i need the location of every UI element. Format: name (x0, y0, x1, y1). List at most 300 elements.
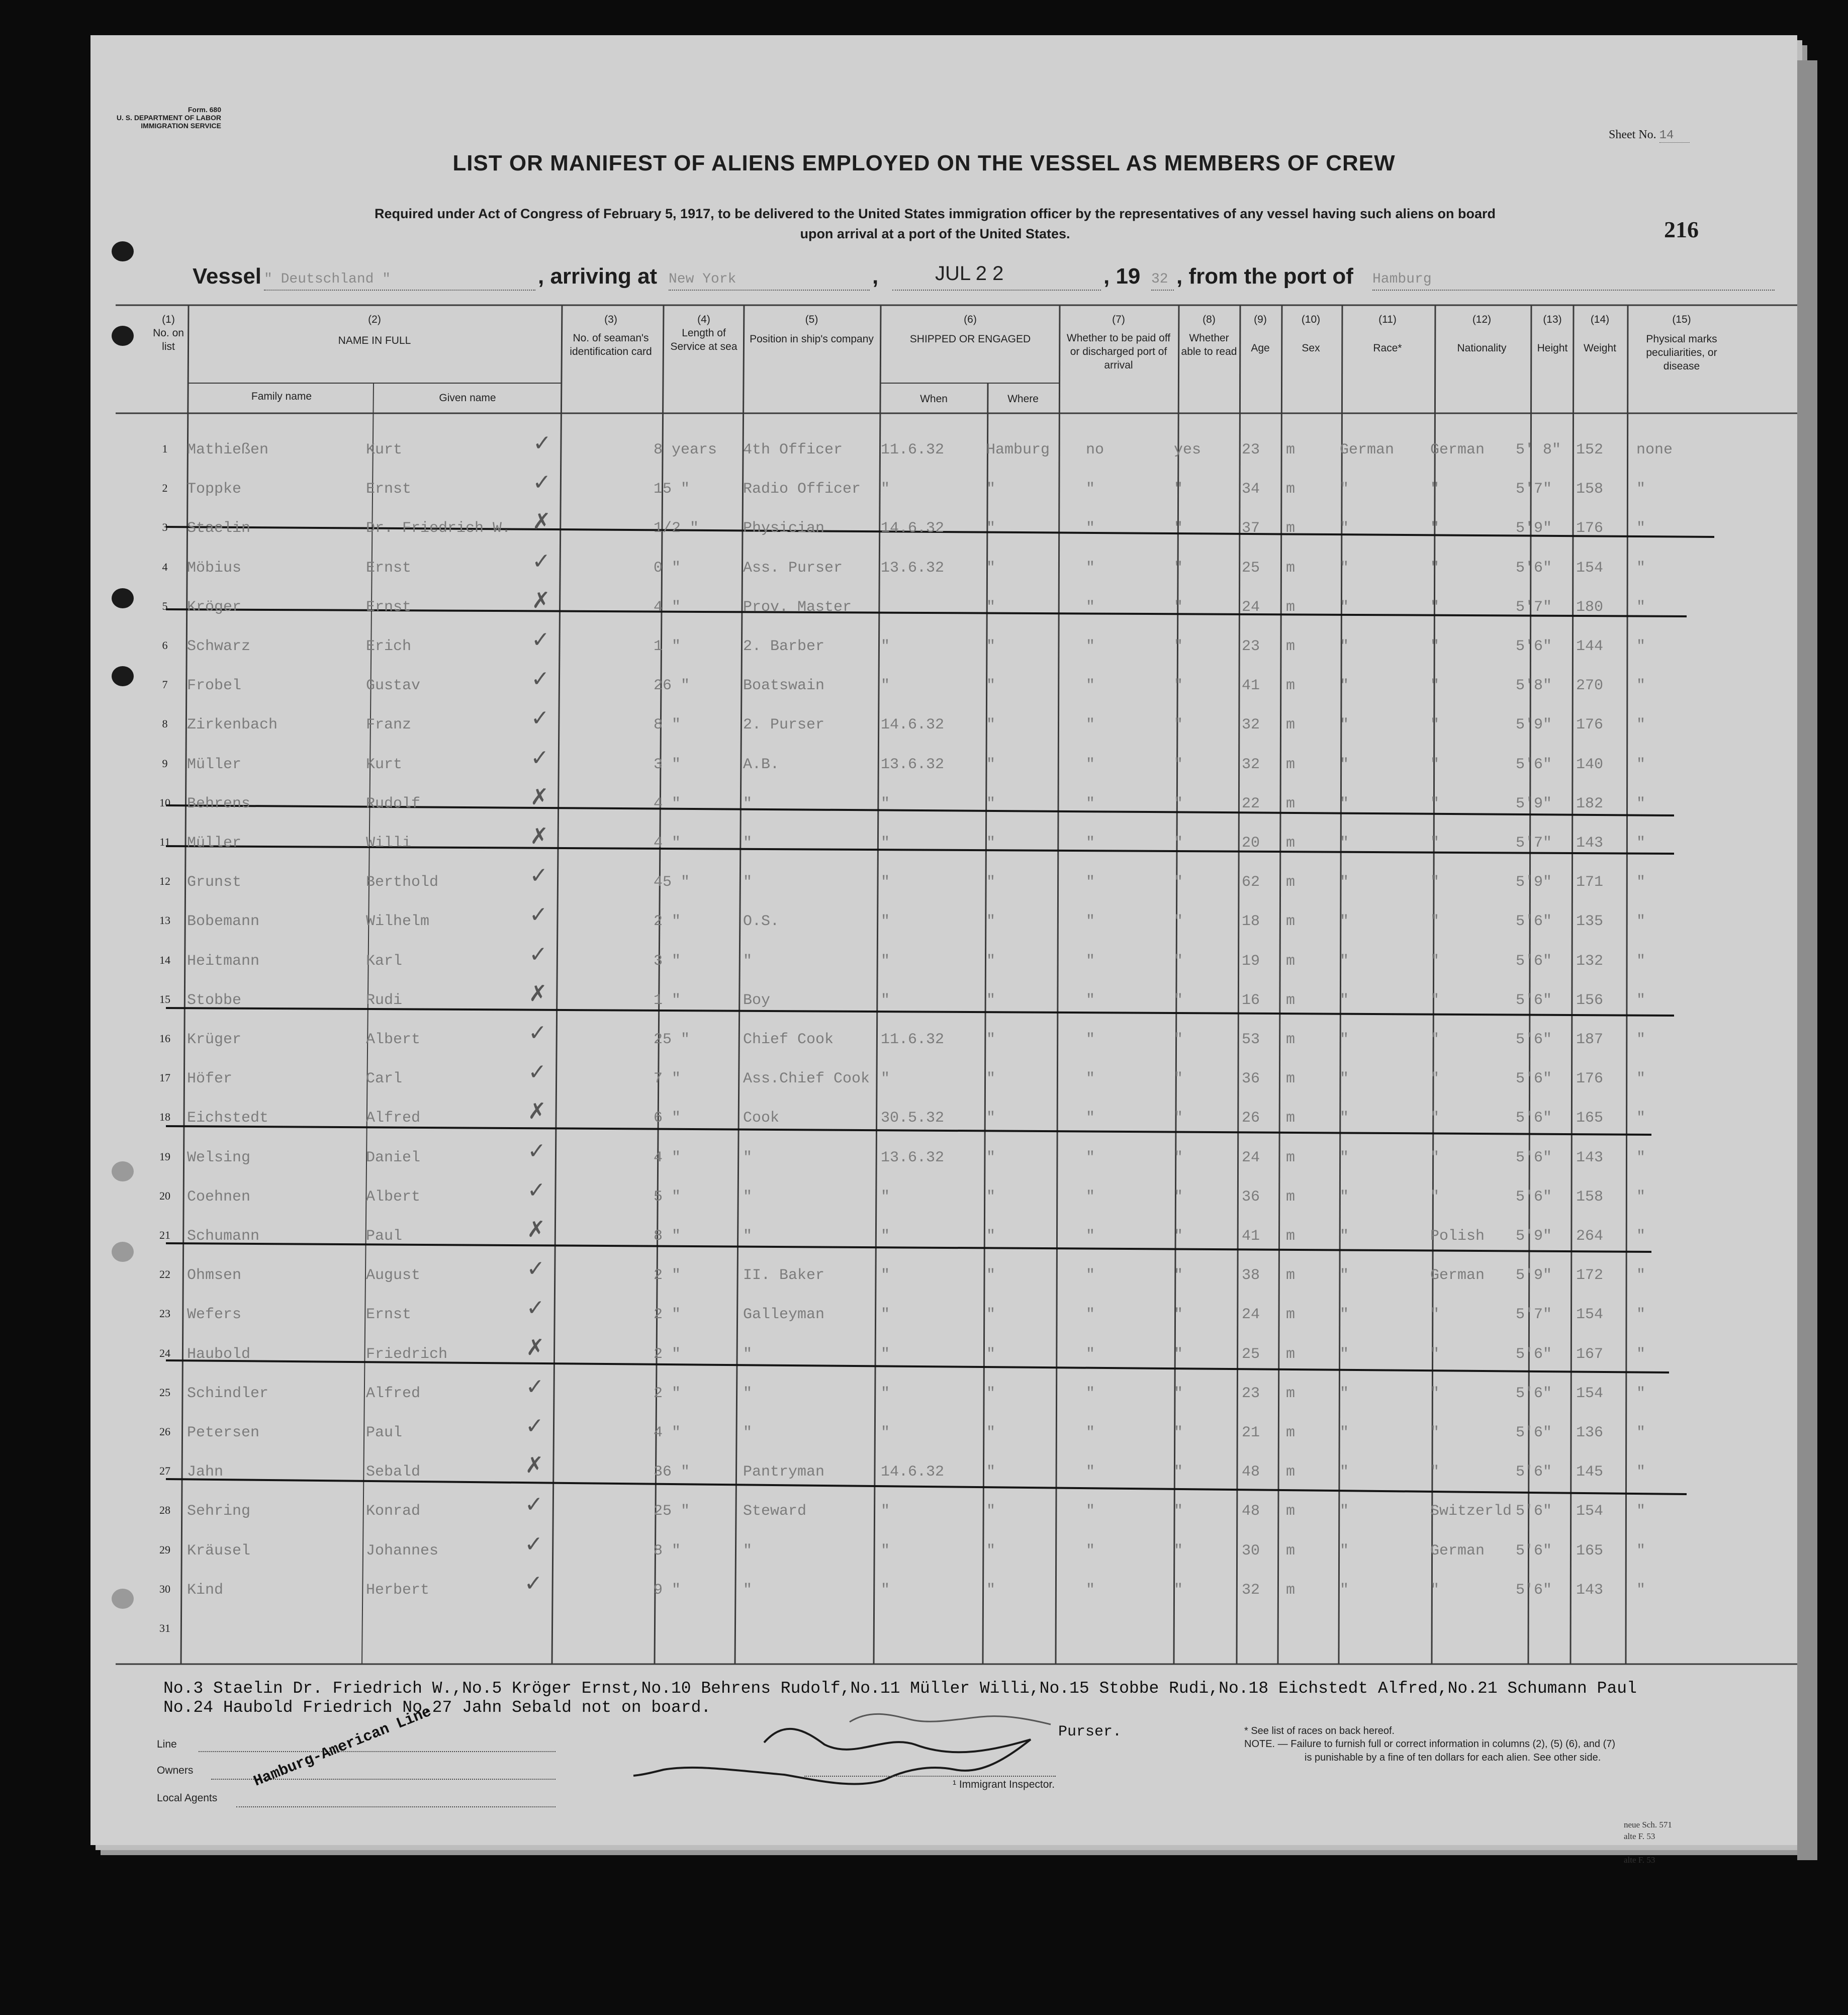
check-mark-icon: ✓ (533, 430, 551, 456)
given-name-cell: Rudolf (366, 795, 421, 812)
family-name-cell: Kind (187, 1581, 224, 1599)
weight-cell: 176 (1576, 716, 1604, 734)
sex-cell: m (1286, 952, 1296, 970)
service-length-cell: 2 " (654, 1385, 681, 1402)
shipped-when-cell: " (881, 1228, 890, 1245)
void-mark-icon: ✗ (530, 823, 548, 849)
physical-marks-cell: " (1636, 1031, 1646, 1048)
row-number: 4 (162, 560, 168, 573)
year-label: , 19 (1103, 264, 1141, 289)
given-name-cell: Daniel (366, 1149, 421, 1166)
service-length-cell: 8 " (654, 1228, 681, 1245)
service-length-cell: 1 " (654, 638, 681, 655)
race-cell: " (1340, 795, 1349, 812)
nationality-cell: " (1430, 1306, 1440, 1324)
col-paid-off-header: (7) Whether to be paid off or discharged port of arrival (1066, 314, 1171, 371)
check-mark-icon: ✓ (527, 1177, 546, 1203)
row-number: 29 (159, 1543, 170, 1556)
shipped-where-cell: " (986, 756, 996, 773)
service-length-cell: 4 " (654, 795, 681, 812)
age-cell: 22 (1242, 795, 1260, 812)
paid-off-cell: " (1086, 1070, 1095, 1088)
family-name-cell: Grunst (187, 874, 242, 891)
shipped-when-cell: " (881, 991, 890, 1009)
physical-marks-cell: " (1636, 1503, 1646, 1520)
physical-marks-cell: " (1636, 991, 1646, 1009)
service-length-cell: 8 " (654, 716, 681, 734)
race-cell: " (1340, 1070, 1349, 1088)
sex-cell: m (1286, 598, 1296, 616)
subtitle-line-1: Required under Act of Congress of February 5, 1917, to be delivered to the United States immigration officer by the representatives of any vessel having such aliens on board (374, 206, 1496, 221)
row-number: 13 (159, 914, 170, 927)
paid-off-cell: " (1086, 716, 1095, 734)
arriving-label: , arriving at (538, 264, 658, 289)
shipped-when-cell: " (881, 1188, 890, 1206)
physical-marks-cell: " (1636, 1267, 1646, 1285)
shipped-when-cell: " (881, 677, 890, 695)
family-name-cell: Frobel (187, 677, 242, 695)
row-number: 2 (162, 482, 168, 495)
age-cell: 18 (1242, 913, 1260, 931)
given-name-cell: Gustav (366, 677, 421, 695)
physical-marks-cell: " (1636, 913, 1646, 931)
sex-cell: m (1286, 638, 1296, 655)
nationality-cell: " (1430, 952, 1440, 970)
shipped-where-cell: " (986, 638, 996, 655)
shipped-where-cell: " (986, 991, 996, 1009)
weight-cell: 156 (1576, 991, 1604, 1009)
able-to-read-cell: " (1174, 795, 1183, 812)
sex-cell: m (1286, 874, 1296, 891)
able-to-read-cell: " (1174, 991, 1183, 1009)
race-cell: " (1340, 1228, 1349, 1245)
able-to-read-cell: " (1174, 481, 1183, 498)
able-to-read-cell: " (1174, 677, 1183, 695)
row-number: 19 (159, 1150, 170, 1163)
shipped-when-cell: 13.6.32 (881, 1149, 945, 1166)
height-cell: 5'9" (1516, 795, 1552, 812)
vessel-label: Vessel (193, 264, 262, 289)
nationality-cell: " (1430, 559, 1440, 577)
sex-cell: m (1286, 559, 1296, 577)
row-number: 28 (159, 1504, 170, 1517)
col-physical-marks-header: (15) Physical marks peculiarities, or disease (1646, 314, 1717, 372)
void-mark-icon: ✗ (525, 1452, 544, 1479)
departure-port: Hamburg (1372, 271, 1775, 291)
fine-note-cont: is punishable by a fine of ten dollars for each alien. See other side. (1305, 1752, 1601, 1763)
weight-cell: 165 (1576, 1542, 1604, 1560)
position-cell: " (743, 1424, 753, 1441)
weight-cell: 154 (1576, 559, 1604, 577)
race-cell: " (1340, 1110, 1349, 1127)
corner-ref-2: alte F. 53 (1624, 1831, 1655, 1841)
race-cell: " (1340, 913, 1349, 931)
nationality-cell: German (1430, 441, 1485, 459)
given-name-cell: Franz (366, 716, 412, 734)
height-cell: 5'6" (1516, 559, 1552, 577)
physical-marks-cell: " (1636, 1228, 1646, 1245)
given-name-cell: Kurt (366, 441, 403, 459)
row-number: 26 (159, 1425, 170, 1438)
age-cell: 36 (1242, 1188, 1260, 1206)
shipped-where-cell: " (986, 835, 996, 852)
weight-cell: 158 (1576, 1188, 1604, 1206)
physical-marks-cell: " (1636, 1306, 1646, 1324)
paid-off-cell: " (1086, 795, 1095, 812)
age-cell: 62 (1242, 874, 1260, 891)
nationality-cell: " (1430, 874, 1440, 891)
sex-cell: m (1286, 1581, 1296, 1599)
nationality-cell: " (1430, 756, 1440, 773)
weight-cell: 143 (1576, 1581, 1604, 1599)
race-cell: " (1340, 1463, 1349, 1481)
paid-off-cell: " (1086, 1542, 1095, 1560)
shipped-when-cell: " (881, 638, 890, 655)
height-cell: 5'6" (1516, 1110, 1552, 1127)
shipped-where-cell: " (986, 598, 996, 616)
service-length-cell: 7 " (654, 1070, 681, 1088)
form-department: U. S. DEPARTMENT OF LABOR (116, 114, 221, 122)
row-number: 5 (162, 599, 168, 612)
given-name-cell: Karl (366, 952, 403, 970)
able-to-read-cell: " (1174, 756, 1183, 773)
age-cell: 41 (1242, 677, 1260, 695)
void-mark-icon: ✗ (527, 1217, 545, 1242)
row-number: 6 (162, 639, 168, 652)
row-number: 14 (159, 953, 170, 966)
family-name-cell: Müller (187, 756, 242, 773)
given-name-cell: Willi (366, 835, 412, 852)
row-number: 20 (159, 1189, 170, 1202)
height-cell: 5'6" (1516, 1503, 1552, 1520)
nationality-cell: " (1430, 520, 1440, 537)
family-name-cell: Bobemann (187, 913, 260, 931)
service-length-cell: 25 " (654, 1503, 690, 1520)
weight-cell: 182 (1576, 795, 1604, 812)
able-to-read-cell: " (1174, 874, 1183, 891)
shipped-when-cell: 13.6.32 (881, 756, 945, 773)
age-cell: 24 (1242, 1149, 1260, 1166)
able-to-read-cell: " (1174, 1306, 1183, 1324)
able-to-read-cell: " (1174, 1345, 1183, 1363)
age-cell: 41 (1242, 1228, 1260, 1245)
col-id-card-header: (3) No. of seaman's identification card (570, 314, 652, 357)
position-cell: 2. Purser (743, 716, 825, 734)
family-name-cell: Sehring (187, 1503, 251, 1520)
weight-cell: 171 (1576, 874, 1604, 891)
purser-signature (850, 1714, 1051, 1724)
form-service: IMMIGRATION SERVICE (141, 122, 221, 130)
height-cell: 5'9" (1516, 716, 1552, 734)
able-to-read-cell: " (1174, 1503, 1183, 1520)
paid-off-cell: " (1086, 677, 1095, 695)
able-to-read-cell: " (1174, 835, 1183, 852)
nationality-cell: " (1430, 1581, 1440, 1599)
sheet-label: Sheet No. (1609, 128, 1656, 141)
check-mark-icon: ✓ (524, 1492, 543, 1518)
paid-off-cell: " (1086, 1581, 1095, 1599)
col-given-name-header: Given name (439, 392, 496, 404)
check-mark-icon: ✓ (530, 745, 549, 771)
sex-cell: m (1286, 1463, 1296, 1481)
family-name-cell: Höfer (187, 1070, 233, 1088)
given-name-cell: Ernst (366, 1306, 412, 1324)
row-number: 7 (162, 678, 168, 691)
check-mark-icon: ✓ (532, 470, 551, 496)
shipped-where-cell: " (986, 716, 996, 734)
row-number: 1 (162, 442, 168, 455)
height-cell: 5'8" (1516, 677, 1552, 695)
paid-off-cell: " (1086, 1385, 1095, 1402)
age-cell: 37 (1242, 520, 1260, 537)
weight-cell: 154 (1576, 1503, 1604, 1520)
given-name-cell: Herbert (366, 1581, 430, 1599)
sex-cell: m (1286, 1110, 1296, 1127)
page-number: 216 (1664, 217, 1699, 242)
shipped-where-cell: " (986, 1542, 996, 1560)
sex-cell: m (1286, 716, 1296, 734)
family-name-cell: Coehnen (187, 1188, 251, 1206)
sheet-value: 14 (1659, 129, 1690, 143)
race-cell: " (1340, 952, 1349, 970)
service-length-cell: 4 " (654, 598, 681, 616)
nationality-cell: " (1430, 1110, 1440, 1127)
sex-cell: m (1286, 1228, 1296, 1245)
able-to-read-cell: " (1174, 1070, 1183, 1088)
not-on-board-note-line-2: No.24 Haubold Friedrich No.27 Jahn Sebald not on board. (163, 1698, 711, 1717)
shipped-where-cell: " (986, 1267, 996, 1285)
position-cell: Galleyman (743, 1306, 825, 1324)
able-to-read-cell: " (1174, 1267, 1183, 1285)
height-cell: 5'7" (1516, 835, 1552, 852)
row-number: 3 (162, 521, 168, 534)
position-cell: Chief Cook (743, 1031, 834, 1048)
given-name-cell: Paul (366, 1228, 403, 1245)
physical-marks-cell: " (1636, 1542, 1646, 1560)
age-cell: 53 (1242, 1031, 1260, 1048)
weight-cell: 270 (1576, 677, 1604, 695)
nationality-cell: " (1430, 638, 1440, 655)
position-cell: Physician (743, 520, 825, 537)
shipped-when-cell: " (881, 1581, 890, 1599)
col-where-header: Where (1007, 393, 1039, 405)
shipped-where-cell: " (986, 952, 996, 970)
shipped-where-cell: " (986, 1345, 996, 1363)
height-cell: 5'6" (1516, 913, 1552, 931)
weight-cell: 176 (1576, 520, 1604, 537)
physical-marks-cell: " (1636, 1188, 1646, 1206)
sex-cell: m (1286, 1031, 1296, 1048)
family-name-cell: Staelin (187, 520, 251, 537)
race-cell: " (1340, 1581, 1349, 1599)
paid-off-cell: " (1086, 1149, 1095, 1166)
physical-marks-cell: " (1636, 795, 1646, 812)
able-to-read-cell: " (1174, 1031, 1183, 1048)
void-mark-icon: ✗ (526, 1334, 545, 1360)
weight-cell: 180 (1576, 598, 1604, 616)
age-cell: 25 (1242, 559, 1260, 577)
page-title: LIST OR MANIFEST OF ALIENS EMPLOYED ON THE VESSEL AS MEMBERS OF CREW (452, 151, 1396, 175)
col-age-header: (9) Age (1251, 314, 1270, 354)
shipped-where-cell: " (986, 1070, 996, 1088)
height-cell: 5'6" (1516, 1149, 1552, 1166)
weight-cell: 143 (1576, 1149, 1604, 1166)
given-name-cell: Alfred (366, 1110, 421, 1127)
race-cell: " (1340, 1188, 1349, 1206)
physical-marks-cell: " (1636, 638, 1646, 655)
family-name-cell: Kröger (187, 598, 242, 616)
race-cell: " (1340, 1345, 1349, 1363)
purser-label: Purser. (1058, 1723, 1122, 1741)
race-cell: " (1340, 835, 1349, 852)
paid-off-cell: " (1086, 1228, 1095, 1245)
shipped-when-cell: " (881, 874, 890, 891)
height-cell: 5'9" (1516, 520, 1552, 537)
row-number: 31 (159, 1622, 170, 1634)
row-number: 12 (159, 875, 170, 888)
service-length-cell: 4 " (654, 1149, 681, 1166)
race-cell: " (1340, 716, 1349, 734)
void-mark-icon: ✗ (528, 980, 547, 1006)
race-cell: " (1340, 874, 1349, 891)
position-cell: Ass.Chief Cook (743, 1070, 870, 1088)
vessel-name: " Deutschland " (264, 271, 535, 291)
row-number: 23 (159, 1307, 170, 1320)
nationality-cell: " (1430, 913, 1440, 931)
check-mark-icon: ✓ (530, 705, 549, 731)
service-length-cell: 2 " (654, 1345, 681, 1363)
sex-cell: m (1286, 1385, 1296, 1402)
weight-cell: 172 (1576, 1267, 1604, 1285)
able-to-read-cell: " (1174, 1149, 1183, 1166)
weight-cell: 145 (1576, 1463, 1604, 1481)
corner-ref-3: alte F. 53 (1624, 1855, 1655, 1865)
shipped-when-cell: " (881, 795, 890, 812)
nationality-cell: " (1430, 1385, 1440, 1402)
sex-cell: m (1286, 1345, 1296, 1363)
sex-cell: m (1286, 756, 1296, 773)
arrival-date-stamp: JUL 2 2 (935, 262, 1004, 285)
age-cell: 26 (1242, 1110, 1260, 1127)
nationality-cell: " (1430, 716, 1440, 734)
service-length-cell: 2 " (654, 1306, 681, 1324)
service-length-cell: 8 years (654, 441, 717, 459)
position-cell: " (743, 1149, 753, 1166)
check-mark-icon: ✓ (528, 1020, 547, 1046)
age-cell: 16 (1242, 991, 1260, 1009)
nationality-cell: " (1430, 1463, 1440, 1481)
given-name-cell: Johannes (366, 1542, 439, 1560)
shipped-when-cell: " (881, 1385, 890, 1402)
nationality-cell: " (1430, 795, 1440, 812)
shipped-when-cell: 30.5.32 (881, 1110, 945, 1127)
check-mark-icon: ✓ (529, 902, 548, 928)
service-length-cell: 4 " (654, 1424, 681, 1441)
nationality-cell: " (1430, 1070, 1440, 1088)
height-cell: 5'9" (1516, 874, 1552, 891)
weight-cell: 154 (1576, 1385, 1604, 1402)
check-mark-icon: ✓ (526, 1295, 545, 1321)
weight-cell: 144 (1576, 638, 1604, 655)
position-cell: " (743, 952, 753, 970)
age-cell: 34 (1242, 481, 1260, 498)
family-name-cell: Jahn (187, 1463, 224, 1481)
family-name-cell: Möbius (187, 559, 242, 577)
col-name-header: (2) NAME IN FULL (338, 314, 411, 346)
shipped-when-cell: " (881, 1267, 890, 1285)
position-cell: Boy (743, 991, 771, 1009)
given-name-cell: August (366, 1267, 421, 1285)
check-mark-icon: ✓ (529, 863, 548, 889)
physical-marks-cell: " (1636, 520, 1646, 537)
paid-off-cell: " (1086, 559, 1095, 577)
family-name-cell: Krüger (187, 1031, 242, 1048)
race-cell: " (1340, 598, 1349, 616)
sex-cell: m (1286, 1070, 1296, 1088)
paid-off-cell: " (1086, 638, 1095, 655)
row-number: 10 (159, 796, 170, 809)
position-cell: Radio Officer (743, 481, 861, 498)
paid-off-cell: no (1086, 441, 1104, 459)
height-cell: 5'6" (1516, 1542, 1552, 1560)
weight-cell: 165 (1576, 1110, 1604, 1127)
position-cell: " (743, 1188, 753, 1206)
able-to-read-cell: " (1174, 559, 1183, 577)
shipped-when-cell: 13.6.32 (881, 559, 945, 577)
physical-marks-cell: " (1636, 716, 1646, 734)
position-cell: Pantryman (743, 1463, 825, 1481)
nationality-cell: " (1430, 1031, 1440, 1048)
sex-cell: m (1286, 520, 1296, 537)
family-name-cell: Kräusel (187, 1542, 251, 1560)
shipped-where-cell: " (986, 1149, 996, 1166)
race-cell: German (1340, 441, 1395, 459)
height-cell: 5'9" (1516, 1267, 1552, 1285)
col-position-header: (5) Position in ship's company (750, 314, 874, 345)
inspector-label: ¹ Immigrant Inspector. (953, 1779, 1055, 1790)
shipped-where-cell: " (986, 1463, 996, 1481)
line-label: Line (157, 1738, 177, 1750)
family-name-cell: Welsing (187, 1149, 251, 1166)
physical-marks-cell: " (1636, 1424, 1646, 1441)
family-name-cell: Zirkenbach (187, 716, 278, 734)
age-cell: 24 (1242, 598, 1260, 616)
given-name-cell: Alfred (366, 1385, 421, 1402)
shipped-where-cell: " (986, 1581, 996, 1599)
shipped-where-cell: " (986, 1503, 996, 1520)
check-mark-icon: ✓ (531, 627, 550, 653)
sex-cell: m (1286, 441, 1296, 459)
height-cell: 5'6" (1516, 1581, 1552, 1599)
able-to-read-cell: " (1174, 913, 1183, 931)
col-weight-header: (14) Weight (1584, 314, 1616, 354)
paid-off-cell: " (1086, 1110, 1095, 1127)
nationality-cell: " (1430, 1345, 1440, 1363)
given-name-cell: Ernst (366, 598, 412, 616)
physical-marks-cell: " (1636, 1070, 1646, 1088)
family-name-cell: Eichstedt (187, 1110, 269, 1127)
able-to-read-cell: " (1174, 716, 1183, 734)
age-cell: 38 (1242, 1267, 1260, 1285)
shipped-when-cell: 11.6.32 (881, 441, 945, 459)
corner-ref-1: neue Sch. 571 (1624, 1820, 1672, 1829)
paid-off-cell: " (1086, 1503, 1095, 1520)
weight-cell: 154 (1576, 1306, 1604, 1324)
given-name-cell: Paul (366, 1424, 403, 1441)
given-name-cell: Rudi (366, 991, 403, 1009)
weight-cell: 176 (1576, 1070, 1604, 1088)
weight-cell: 167 (1576, 1345, 1604, 1363)
